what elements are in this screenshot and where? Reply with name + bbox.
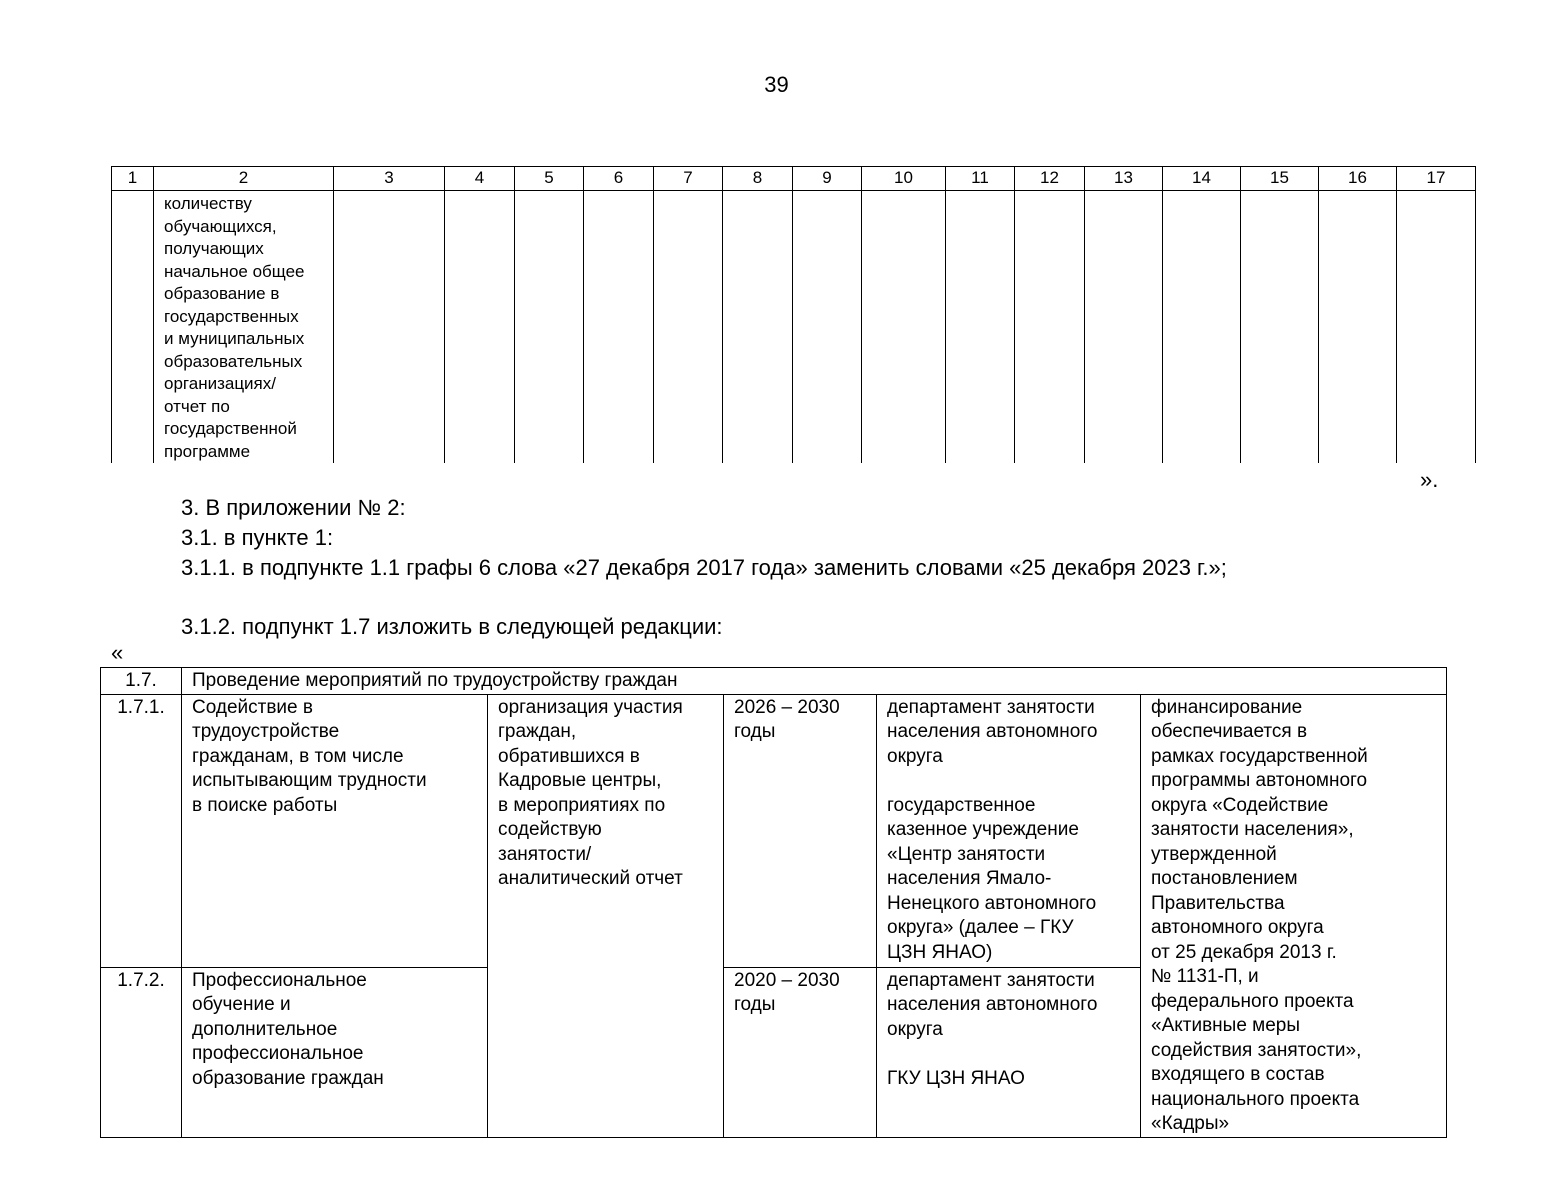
table-cell [584, 191, 654, 464]
column-header: 4 [445, 167, 515, 191]
indicator-cell: организация участия граждан, обратившихся в Кадровые центры, в мероприятиях по содействую занятости/ аналитический отчет [488, 694, 724, 1137]
table-cell [862, 191, 946, 464]
table-cell [1319, 191, 1397, 464]
period-cell: 2026 – 2030 годы [724, 694, 877, 967]
table-cell [723, 191, 793, 464]
table-cell [654, 191, 723, 464]
paragraph-3-1-2: 3.1.2. подпункт 1.7 изложить в следующей редакции: [181, 614, 723, 639]
column-header: 10 [862, 167, 946, 191]
item-title: Проведение мероприятий по трудоустройству граждан [182, 668, 1447, 695]
column-header: 14 [1163, 167, 1241, 191]
column-header: 11 [946, 167, 1015, 191]
table-cell [1397, 191, 1476, 464]
table-cell [1015, 191, 1085, 464]
column-header: 12 [1015, 167, 1085, 191]
column-header: 9 [793, 167, 862, 191]
table-cell [112, 191, 154, 464]
table-cell [793, 191, 862, 464]
paragraph-3: 3. В приложении № 2: [181, 495, 406, 520]
table-continued [111, 166, 1476, 463]
executor-cell: департамент занятости населения автономного округа ГКУ ЦЗН ЯНАО [877, 967, 1141, 1137]
opening-quote: « [111, 640, 124, 665]
column-header: 8 [723, 167, 793, 191]
item-number: 1.7.1. [101, 694, 182, 967]
table-row-1-7 [101, 668, 1447, 695]
table-cell [515, 191, 584, 464]
column-header: 5 [515, 167, 584, 191]
financing-cell: финансирование обеспечивается в рамках государственной программы автономного округа «Содействие занятости населения», утвержденной постановлением Правительства автономного округа от 25 декабря 2013 г. № 1131-П, и федерального проекта «Активные меры содействия занятости», входящего в состав национального проекта «Кадры» [1141, 694, 1447, 1137]
table-header-row [112, 167, 1476, 191]
closing-quote: ». [1420, 467, 1439, 492]
paragraph-3-1: 3.1. в пункте 1: [181, 525, 334, 550]
column-header: 7 [654, 167, 723, 191]
executor-cell: департамент занятости населения автономного округа государственное казенное учреждение «Центр занятости населения Ямало- Ненецкого автономного округа» (далее – ГКУ ЦЗН ЯНАО) [877, 694, 1141, 967]
paragraph-3-1-1: 3.1.1. в подпункте 1.1 графы 6 слова «27 декабря 2017 года» заменить словами «25 декабря 2023 г.»; [181, 555, 1227, 580]
table-cell [334, 191, 445, 464]
table-row [112, 191, 1476, 464]
table-subitem-1-7 [100, 667, 1447, 1138]
table-cell [1241, 191, 1319, 464]
column-header: 1 [112, 167, 154, 191]
column-header: 17 [1397, 167, 1476, 191]
page-number: 39 [764, 72, 789, 97]
item-number: 1.7.2. [101, 967, 182, 1137]
column-header: 16 [1319, 167, 1397, 191]
table-cell [1085, 191, 1163, 464]
item-number: 1.7. [101, 668, 182, 695]
table-cell [946, 191, 1015, 464]
column-header: 15 [1241, 167, 1319, 191]
column-header: 3 [334, 167, 445, 191]
item-name: Профессиональное обучение и дополнительное профессиональное образование граждан [182, 967, 488, 1137]
table-row-1-7-1 [101, 694, 1447, 967]
table-cell [1163, 191, 1241, 464]
column-header: 2 [154, 167, 334, 191]
table-cell [445, 191, 515, 464]
item-name: Содействие в трудоустройстве гражданам, в том числе испытывающим трудности в поиске работы [182, 694, 488, 967]
period-cell: 2020 – 2030 годы [724, 967, 877, 1137]
column-header: 6 [584, 167, 654, 191]
indicator-text-cell: количеству обучающихся, получающих начальное общее образование в государственных и муниципальных образовательных организациях/ отчет по государственной программе [154, 191, 334, 464]
column-header: 13 [1085, 167, 1163, 191]
